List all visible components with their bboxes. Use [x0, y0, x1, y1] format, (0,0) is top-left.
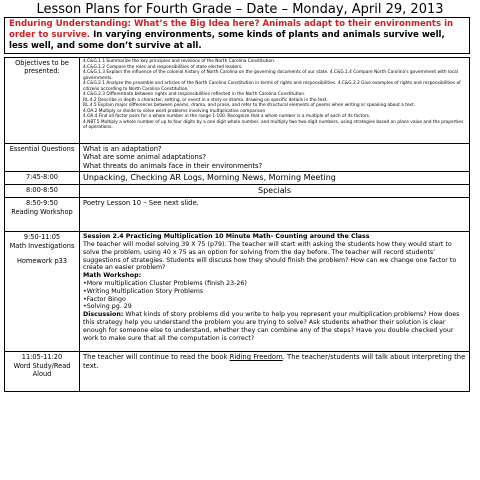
word-study-row — [5, 352, 470, 392]
math-content-cell — [80, 232, 470, 352]
morning-activities: Unpacking, Checking AR Logs, Morning News, Morning Meeting — [83, 173, 336, 183]
morning-content-cell — [80, 172, 470, 185]
objective-item: 4.C&G.2.3 Differentiate between rights and responsibilities reflected in the North Carolina Constitution. — [83, 92, 306, 97]
book-title: Riding Freedom — [229, 353, 283, 362]
reading-label: Reading Workshop — [11, 207, 73, 216]
objective-item: 4.C&G.2.1 Analyze the preamble and articles of the North Carolina Constitution in terms of rights and responsibilities. 4.C&G.2.2 Give examples of rights and responsibilities of citizens according to North Carolina Constitution. — [83, 81, 461, 92]
math-workshop-item: •Writing Multiplication Story Problems — [83, 287, 204, 295]
specials-row — [5, 185, 470, 198]
essential-label: Essential Questions — [9, 145, 75, 153]
math-row — [5, 232, 470, 352]
reading-time: 8:50-9:50 — [26, 199, 58, 208]
objective-item: 4.C&G.1.1 Summarize the key principles and revisions of the North Carolina Constitution. — [83, 59, 276, 64]
reading-time-cell — [5, 198, 80, 232]
page-title: Lesson Plans for Fourth Grade – Date – Monday, April 29, 2013 — [36, 2, 444, 17]
math-label: Math Investigations — [9, 241, 75, 250]
math-time: 9:50-11:05 — [23, 233, 61, 242]
objective-item: 4.C&G.1.2 Compare the roles and responsibilities of state elected leaders. — [83, 64, 243, 70]
specials-content-cell — [80, 185, 470, 198]
essential-question: What are some animal adaptations? — [83, 153, 206, 162]
enduring-understanding-box — [4, 17, 470, 54]
morning-row — [5, 172, 470, 185]
enduring-understanding-prefix: Enduring Understanding: What’s the Big Idea here? Animals adapt to their environments in order to survive. — [9, 19, 454, 40]
specials-time: 8:00-8:50 — [26, 186, 58, 195]
lesson-plan-table — [4, 57, 470, 392]
objectives-list — [83, 59, 466, 131]
objective-item: RL.4.5 Explain major differences between poems, drama, and prose, and refer to the structural elements of poems when writing or speaking about a text. — [83, 103, 416, 108]
objective-item: 4.OA.4 Find all factor pairs for a whole number in the range 1-100. Recognize that a whole number is a multiple of each of its factors. — [83, 114, 371, 119]
math-discussion-text: What kinds of story problems did you write to help you represent your multiplication problems? How does this strategy help you understand the problem you are trying to solve? Ask students whether their solution is clear enough for someone else to understand, whether they can combine any of the steps? Have you double checked your work to make sure that all the computation is correct? — [83, 311, 460, 342]
objective-item: 4.NBT.5 Multiply a whole number of up to four digits by a one digit whole number, and multiply two two-digit numbers, using strategies based on place value and the properties of operations. — [83, 119, 464, 130]
word-content-cell — [80, 352, 470, 392]
math-homework: Homework p33 — [16, 256, 68, 265]
word-text-after: . The teacher/students will talk about interpreting the text. — [83, 353, 466, 370]
reading-row — [5, 198, 470, 232]
reading-content-cell — [80, 198, 470, 232]
word-time: 11:05-11:20 — [21, 353, 63, 362]
word-label: Word Study/Read Aloud — [13, 361, 71, 378]
objectives-label-cell — [5, 58, 80, 144]
essential-label-cell — [5, 144, 80, 172]
math-workshop-item: •Factor Bingo — [83, 295, 126, 303]
math-heading: Session 2.4 Practicing Multiplication 10 Minute Math- Counting around the Class — [83, 233, 370, 241]
math-time-cell — [5, 232, 80, 352]
essential-content-cell — [80, 144, 470, 172]
objectives-content-cell — [80, 58, 470, 144]
word-text-before: The teacher will continue to read the book — [83, 353, 230, 362]
objective-item: RL.4.2 Describe in depth a character, setting, or event in a story or drama, drawing on specific details in the text. — [83, 97, 328, 103]
objective-item: 4.OA.2 Multiply or divide to solve word problems involving multiplicative comparison — [83, 108, 266, 114]
morning-time: 7:45-8:00 — [26, 173, 58, 182]
math-workshop-item: •Solving pg. 29 — [83, 303, 132, 311]
specials-time-cell — [5, 185, 80, 198]
essential-question: What is an adaptation? — [83, 145, 162, 153]
math-paragraph: The teacher will model solving 39 X 75 (p79). The teacher will start with asking the students how they would start to solve the problem, using 40 x 75 as an option for solving from the day before. The teacher will record students’ suggestions of strategies. Students will discuss how they should finish the problem? How can we change one factor to create an easier problem? — [83, 241, 457, 272]
math-discussion-label: Discussion: — [83, 311, 124, 319]
objectives-label: Objectives to be presented: — [15, 59, 69, 76]
enduring-understanding-rest: In varying environments, some kinds of plants and animals survive well, less well, and some don’t survive at all. — [9, 30, 445, 51]
math-workshop-item: •More multiplication Cluster Problems (finish 23-26) — [83, 280, 247, 287]
essential-question: What threats do animals face in their environments? — [83, 161, 263, 170]
essential-questions-row — [5, 144, 470, 172]
objective-item: 4.C&G.1.3 Explain the influence of the colonial history of North Carolina on the governing documents of our state. 4.C&G.1.4 Compare North Carolina's government with local governments. — [83, 70, 458, 81]
reading-text: Poetry Lesson 10 – See next slide. — [83, 199, 199, 208]
morning-time-cell — [5, 172, 80, 185]
specials-label: Specials — [258, 186, 291, 196]
objectives-row — [5, 58, 470, 144]
math-discussion — [83, 311, 466, 342]
math-workshop-label: Math Workshop: — [83, 272, 142, 280]
word-time-cell — [5, 352, 80, 392]
